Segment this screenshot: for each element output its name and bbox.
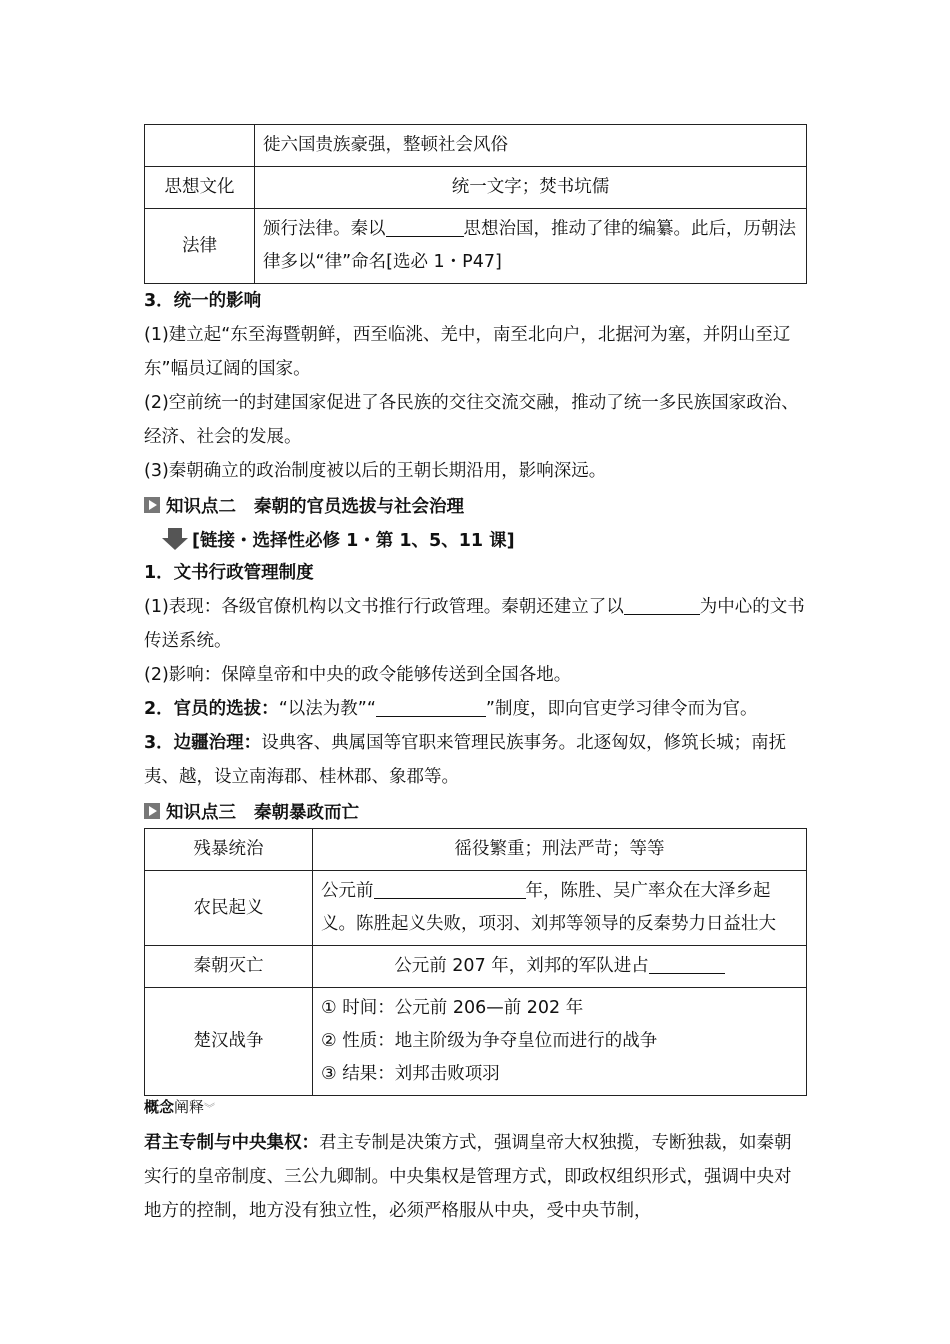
section-heading: 1．文书行政管理制度	[144, 563, 314, 583]
kp-label: 知识点二	[166, 496, 236, 517]
table-row	[145, 209, 807, 284]
down-arrow-icon	[162, 528, 188, 550]
knowledge-point-heading	[144, 794, 807, 828]
row-label: 秦朝灭亡	[145, 946, 313, 988]
paragraph	[144, 692, 807, 726]
kp-label: 知识点三	[166, 802, 236, 823]
paragraph	[144, 726, 807, 794]
paragraph	[144, 1126, 807, 1228]
policy-table	[144, 124, 807, 284]
paragraph: (1)建立起“东至海暨朝鲜，西至临洮、羌中，南至北向户，北据河为塞，并阴山至辽东”幅员辽阔的国家。	[144, 325, 791, 379]
concept-tag-sub: 阐释	[174, 1098, 205, 1116]
inline-heading: 3．边疆治理：	[144, 733, 262, 753]
inline-heading: 2．官员的选拔：	[144, 699, 279, 719]
text: (1)表现：各级官僚机构以文书推行行政管理。秦朝还建立了以	[144, 597, 624, 617]
fill-blank[interactable]	[624, 595, 700, 615]
document-page	[144, 124, 807, 1228]
fill-blank[interactable]	[386, 217, 464, 237]
row-label: 法律	[145, 209, 255, 284]
row-label: 残暴统治	[145, 829, 313, 871]
fill-blank[interactable]	[376, 697, 486, 717]
play-triangle-icon	[144, 497, 160, 513]
text: 为中心的文书传送系统。	[144, 597, 805, 651]
text: 公元前 207 年，刘邦的军队进占	[394, 956, 649, 976]
paragraph: (2)空前统一的封建国家促进了各民族的交往交流交融，推动了统一多民族国家政治、经济、社会的发展。	[144, 393, 799, 447]
qin-fall-table	[144, 828, 807, 1096]
link-reference	[144, 522, 807, 556]
paragraph: (2)影响：保障皇帝和中央的政令能够传送到全国各地。	[144, 665, 572, 685]
text: 年，陈胜、吴广率众在大泽乡起义。陈胜起义失败，项羽、刘邦等领导的反秦势力日益壮大	[321, 881, 776, 934]
table-cell	[145, 125, 255, 167]
list-item: ② 性质：地主阶级为争夺皇位而进行的战争	[321, 1031, 658, 1051]
paragraph	[144, 590, 807, 658]
list-item: ① 时间：公元前 206—前 202 年	[321, 998, 584, 1018]
table-cell: 徙六国贵族豪强，整顿社会风俗	[255, 125, 807, 167]
table-cell	[313, 946, 807, 988]
table-row	[145, 946, 807, 988]
fill-blank[interactable]	[374, 879, 526, 899]
kp-title: 秦朝暴政而亡	[254, 802, 359, 823]
table-row	[145, 167, 807, 209]
table-cell	[313, 988, 807, 1096]
play-triangle-icon	[144, 803, 160, 819]
text: 思想治国，推动了律的编纂。此后，历朝法律多以“律”命名[选必 1・P47]	[263, 219, 796, 272]
table-row	[145, 125, 807, 167]
table-row	[145, 871, 807, 946]
section-heading: 3．统一的影响	[144, 291, 262, 311]
inline-heading: 君主专制与中央集权：	[144, 1133, 319, 1153]
table-cell: 徭役繁重；刑法严苛；等等	[313, 829, 807, 871]
text: 设典客、典属国等官职来管理民族事务。北逐匈奴，修筑长城；南抚夷、越，设立南海郡、桂林郡、象郡等。	[144, 733, 787, 787]
row-label: 思想文化	[145, 167, 255, 209]
table-cell	[313, 871, 807, 946]
chevron-down-icon: ︾	[204, 1102, 216, 1115]
list-item: ③ 结果：刘邦击败项羽	[321, 1064, 500, 1084]
table-row	[145, 829, 807, 871]
text: 公元前	[321, 881, 374, 901]
concept-tag	[144, 1096, 807, 1118]
concept-tag-main: 概念	[144, 1098, 175, 1116]
link-text: [链接・选择性必修 1・第 1、5、11 课]	[192, 530, 515, 551]
text: “以法为教”“	[278, 699, 376, 719]
knowledge-point-heading	[144, 488, 807, 522]
fill-blank[interactable]	[649, 954, 725, 974]
row-label: 楚汉战争	[145, 988, 313, 1096]
paragraph: (3)秦朝确立的政治制度被以后的王朝长期沿用，影响深远。	[144, 461, 607, 481]
table-cell	[255, 209, 807, 284]
kp-title: 秦朝的官员选拔与社会治理	[254, 496, 464, 517]
table-cell: 统一文字；焚书坑儒	[255, 167, 807, 209]
text: ”制度，即向官吏学习律令而为官。	[485, 699, 758, 719]
text: 颁行法律。秦以	[263, 219, 386, 239]
row-label: 农民起义	[145, 871, 313, 946]
text: 君主专制是决策方式，强调皇帝大权独揽，专断独裁，如秦朝实行的皇帝制度、三公九卿制。中央集权是管理方式，即政权组织形式，强调中央对地方的控制，地方没有独立性，必须严格服从中央，受中央节制，	[144, 1133, 792, 1221]
table-row	[145, 988, 807, 1096]
